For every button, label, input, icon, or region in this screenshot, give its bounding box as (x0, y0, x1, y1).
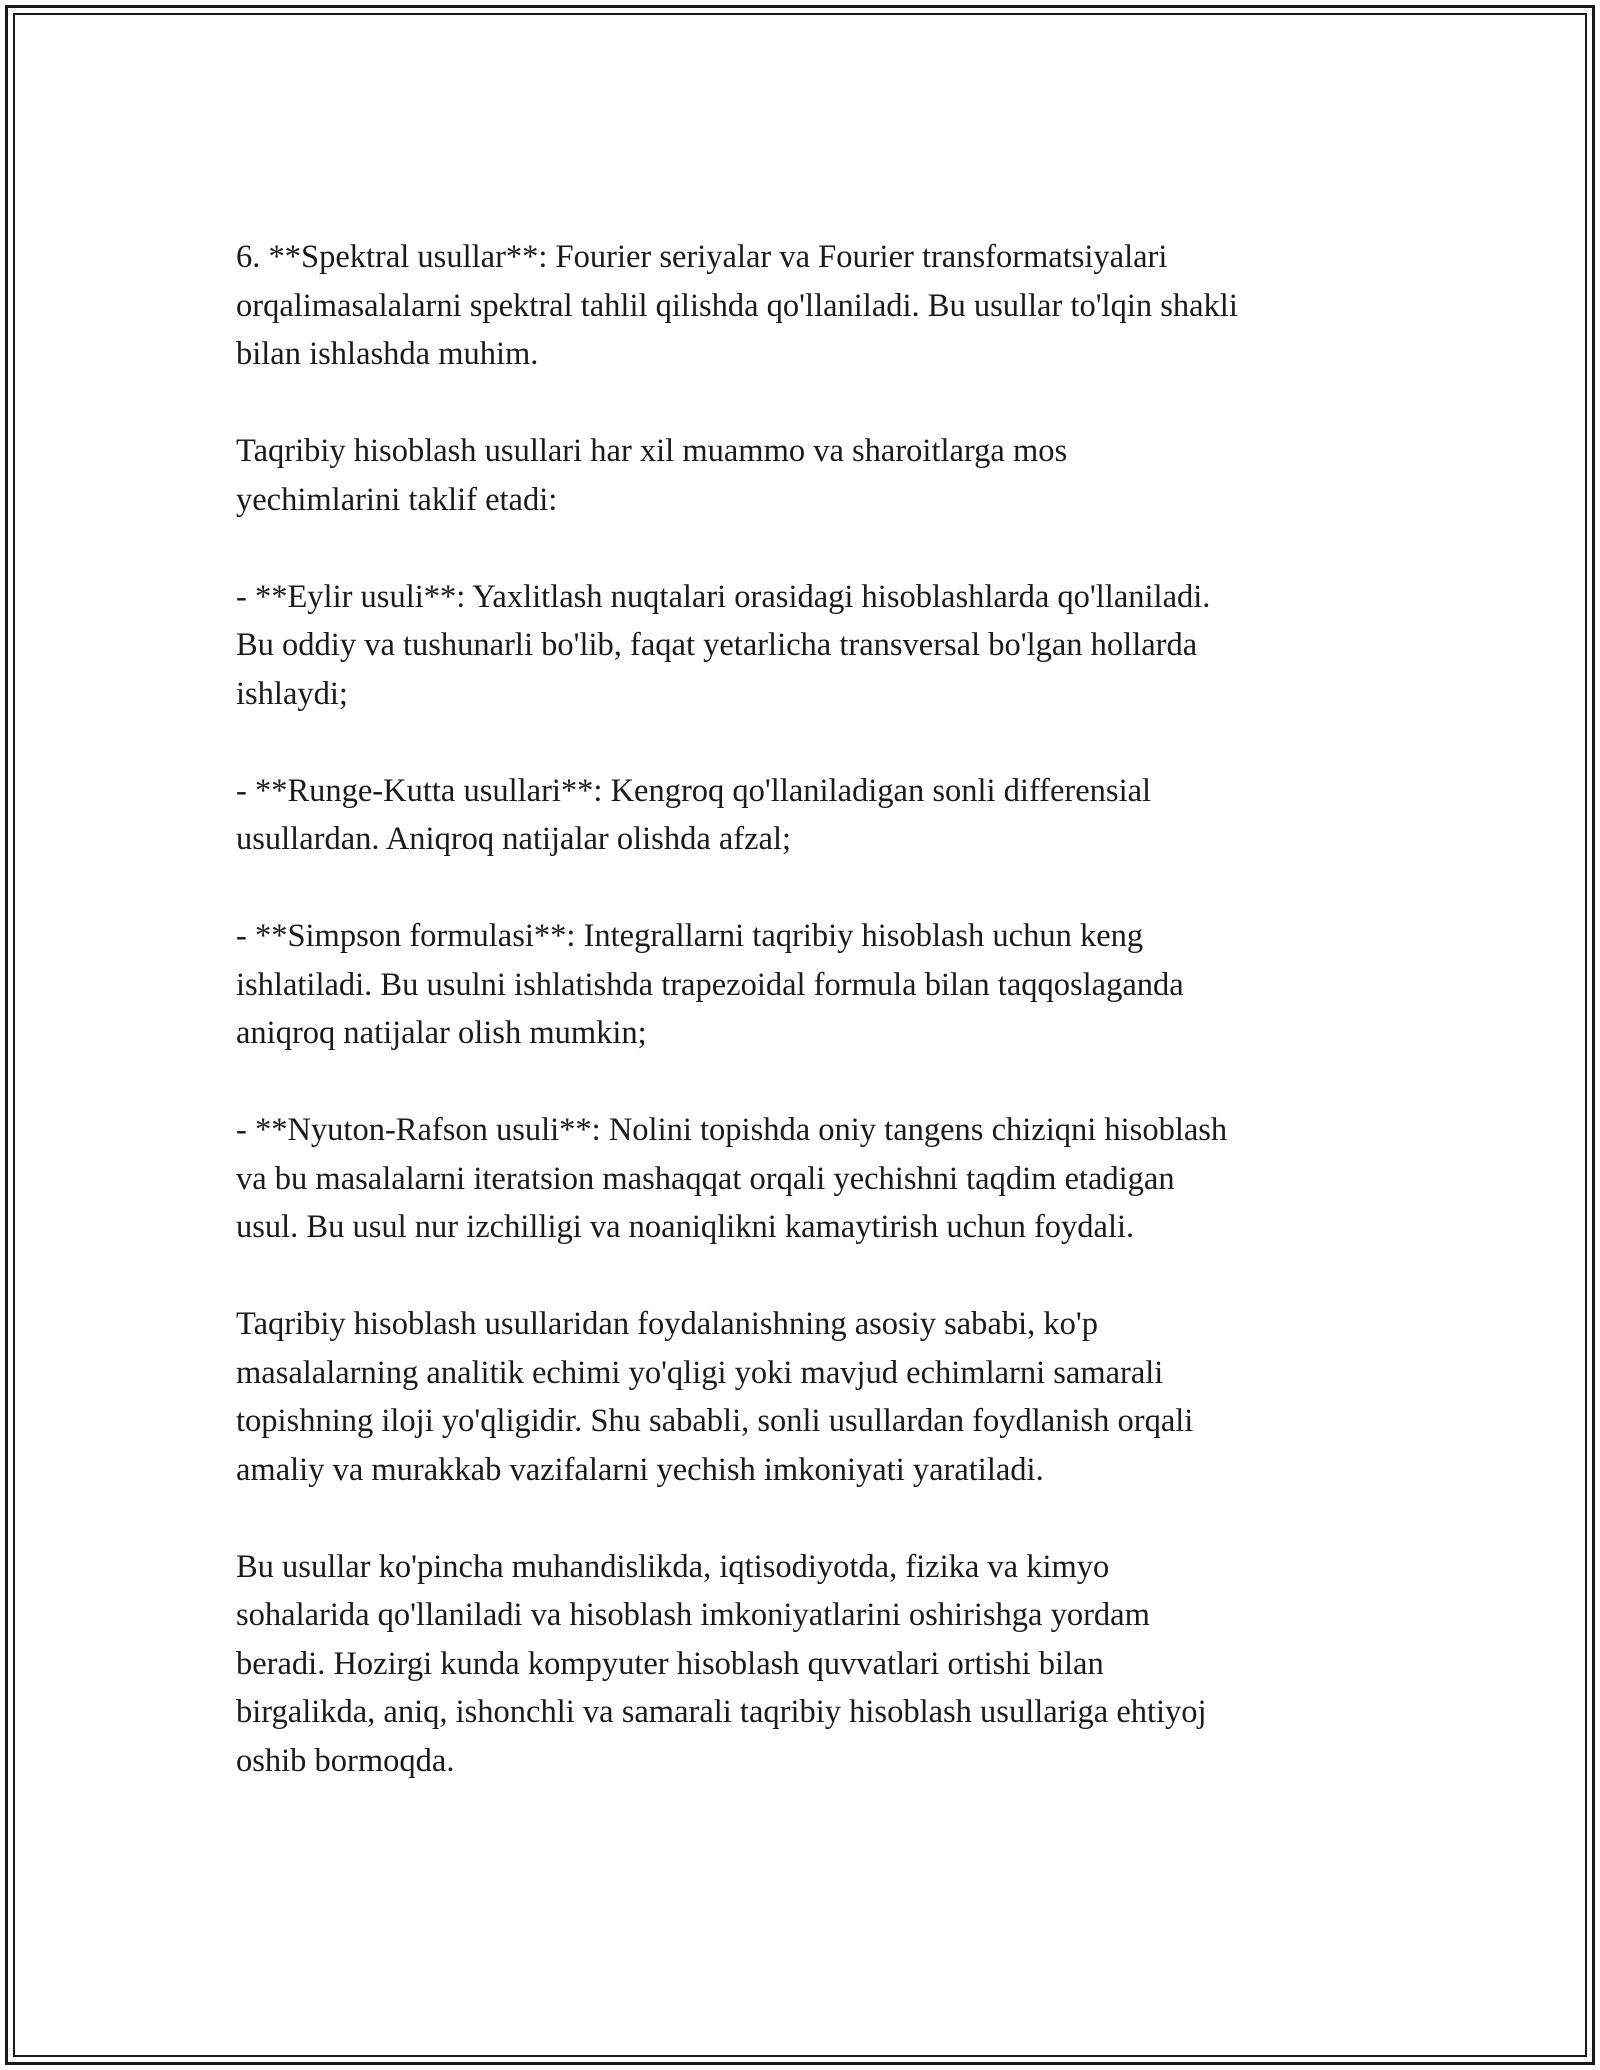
list-item-simpson-formula: - **Simpson formulasi**: Integrallarni taqribiy hisoblash uchun keng ishlatiladi. Bu usulni ishlatishda trapezoidal formula bilan taqqoslaganda aniqroq natijalar olish mumkin; (236, 918, 1184, 1051)
list-item-runge-kutta: - **Runge-Kutta usullari**: Kengroq qo'llaniladigan sonli differensial usullardan. Aniqroq natijalar olishda afzal; (236, 772, 1152, 857)
paragraph-spectral-methods: 6. **Spektral usullar**: Fourier seriyalar va Fourier transformatsiyalari orqalimasalalarni spektral tahlil qilishda qo'llaniladi. Bu usullar to'lqin shakli bilan ishlashda muhim. (236, 239, 1238, 372)
paragraph-applications: Bu usullar ko'pincha muhandislikda, iqtisodiyotda, fizika va kimyo sohalarida qo'llaniladi va hisoblash imkoniyatlarini oshirishga yordam beradi. Hozirgi kunda kompyuter hisoblash quvvatlari ortishi bilan birgalikda, aniq, ishonchli va samarali taqribiy hisoblash usullariga ehtiyoj oshib bormoqda. (236, 1548, 1207, 1779)
paragraph-intro-approximate-methods: Taqribiy hisoblash usullari har xil muammo va sharoitlarga mos yechimlarini taklif etadi: (236, 433, 1068, 518)
list-item-euler-method: - **Eylir usuli**: Yaxlitlash nuqtalari orasidagi hisoblashlarda qo'llaniladi. Bu oddiy va tushunarli bo'lib, faqat yetarlicha transversal bo'lgan hollarda ishlaydi; (236, 578, 1211, 712)
list-item-newton-raphson: - **Nyuton-Rafson usuli**: Nolini topishda oniy tangens chiziqni hisoblash va bu masalalarni iteratsion mashaqqat orqali yechishni taqdim etadigan usul. Bu usul nur izchilligi va noaniqlikni kamaytirish uchun foydali. (236, 1112, 1228, 1245)
document-body (236, 233, 1386, 1785)
paragraph-main-reason: Taqribiy hisoblash usullaridan foydalanishning asosiy sababi, ko'p masalalarning analitik echimi yo'qligi yoki mavjud echimlarni samarali topishning iloji yo'qligidir. Shu sababli, sonli usullardan foydlanish orqali amaliy va murakkab vazifalarni yechish imkoniyati yaratiladi. (236, 1306, 1194, 1488)
